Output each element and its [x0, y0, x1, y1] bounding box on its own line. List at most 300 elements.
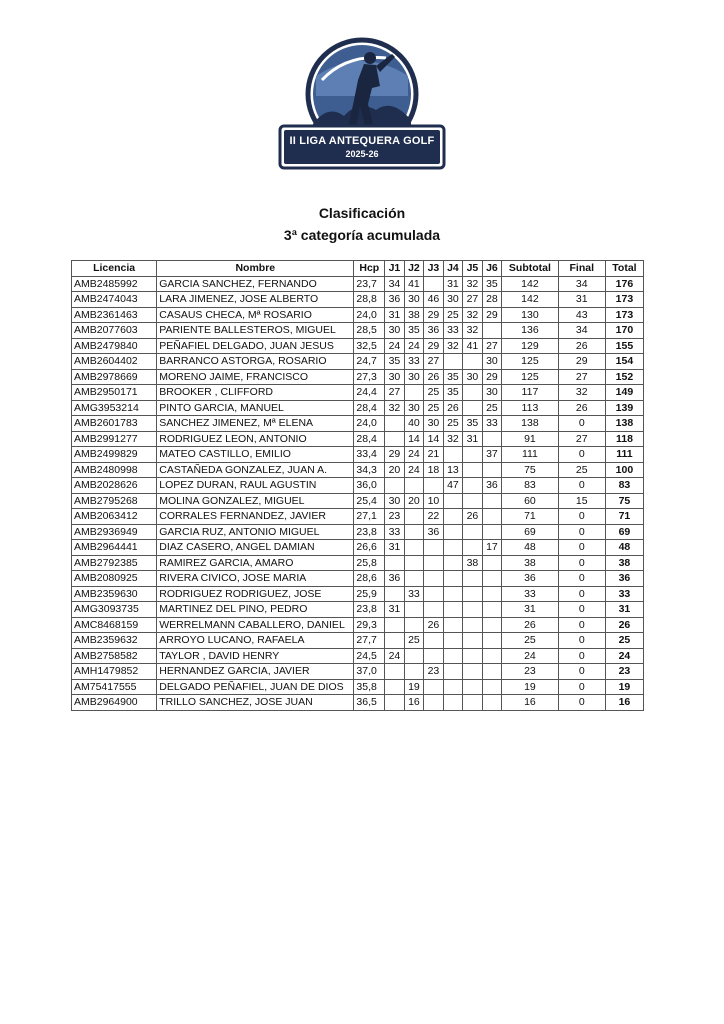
cell-final: 0 [558, 447, 605, 463]
cell-j1 [385, 586, 405, 602]
cell-nombre: SANCHEZ JIMENEZ, Mª ELENA [157, 416, 354, 432]
column-header-licencia: Licencia [72, 261, 157, 277]
table-header-row [72, 261, 644, 277]
cell-j1: 20 [385, 462, 405, 478]
cell-j1: 30 [385, 493, 405, 509]
cell-j5 [463, 586, 483, 602]
cell-j2 [404, 509, 424, 525]
cell-total: 25 [605, 633, 643, 649]
cell-total: 26 [605, 617, 643, 633]
cell-j4 [443, 555, 463, 571]
cell-total: 176 [605, 276, 643, 292]
cell-subtotal: 117 [502, 385, 558, 401]
cell-j3: 36 [424, 323, 444, 339]
cell-j6 [482, 679, 502, 695]
cell-final: 0 [558, 602, 605, 618]
cell-j6 [482, 431, 502, 447]
table-row [72, 509, 644, 525]
cell-j3: 46 [424, 292, 444, 308]
cell-final: 0 [558, 695, 605, 711]
cell-j4 [443, 354, 463, 370]
table-row [72, 307, 644, 323]
cell-licencia: AMB2601783 [72, 416, 157, 432]
table-row [72, 462, 644, 478]
table-row [72, 602, 644, 618]
cell-j2: 24 [404, 338, 424, 354]
cell-j1: 30 [385, 369, 405, 385]
cell-j2: 24 [404, 462, 424, 478]
cell-j5 [463, 602, 483, 618]
cell-j2: 30 [404, 400, 424, 416]
cell-subtotal: 125 [502, 369, 558, 385]
cell-hcp: 34,3 [354, 462, 385, 478]
cell-j5: 32 [463, 276, 483, 292]
cell-total: 69 [605, 524, 643, 540]
table-row [72, 493, 644, 509]
cell-j2 [404, 385, 424, 401]
cell-hcp: 24,5 [354, 648, 385, 664]
cell-nombre: MORENO JAIME, FRANCISCO [157, 369, 354, 385]
cell-final: 32 [558, 385, 605, 401]
cell-nombre: BROOKER , CLIFFORD [157, 385, 354, 401]
cell-j1: 31 [385, 307, 405, 323]
cell-licencia: AMB2028626 [72, 478, 157, 494]
cell-j5 [463, 695, 483, 711]
cell-j2 [404, 555, 424, 571]
table-row [72, 555, 644, 571]
cell-j6 [482, 493, 502, 509]
cell-j3 [424, 695, 444, 711]
cell-j6: 27 [482, 338, 502, 354]
cell-nombre: DELGADO PEÑAFIEL, JUAN DE DIOS [157, 679, 354, 695]
cell-licencia: AMB2964900 [72, 695, 157, 711]
cell-j3 [424, 602, 444, 618]
cell-subtotal: 125 [502, 354, 558, 370]
cell-j2: 30 [404, 369, 424, 385]
cell-final: 0 [558, 524, 605, 540]
cell-total: 152 [605, 369, 643, 385]
cell-subtotal: 23 [502, 664, 558, 680]
cell-nombre: RAMIREZ GARCIA, AMARO [157, 555, 354, 571]
cell-j2 [404, 617, 424, 633]
cell-j4 [443, 571, 463, 587]
cell-j6 [482, 462, 502, 478]
cell-final: 0 [558, 509, 605, 525]
cell-j2 [404, 648, 424, 664]
table-row [72, 586, 644, 602]
cell-j4 [443, 509, 463, 525]
cell-licencia: AMB2077603 [72, 323, 157, 339]
cell-hcp: 29,3 [354, 617, 385, 633]
cell-j1: 31 [385, 602, 405, 618]
cell-hcp: 24,0 [354, 307, 385, 323]
cell-total: 71 [605, 509, 643, 525]
cell-final: 0 [558, 478, 605, 494]
cell-j5 [463, 400, 483, 416]
column-header-final: Final [558, 261, 605, 277]
table-row [72, 664, 644, 680]
cell-j1 [385, 416, 405, 432]
cell-final: 0 [558, 664, 605, 680]
page-subtitle: 3ª categoría acumulada [283, 227, 441, 243]
cell-nombre: CASTAÑEDA GONZALEZ, JUAN A. [157, 462, 354, 478]
cell-j1 [385, 695, 405, 711]
cell-final: 31 [558, 292, 605, 308]
cell-hcp: 24,0 [354, 416, 385, 432]
cell-licencia: AMB2063412 [72, 509, 157, 525]
cell-j4: 47 [443, 478, 463, 494]
cell-j6: 29 [482, 307, 502, 323]
cell-j5: 38 [463, 555, 483, 571]
cell-j2 [404, 664, 424, 680]
cell-j2: 38 [404, 307, 424, 323]
cell-licencia: AMB2359630 [72, 586, 157, 602]
cell-hcp: 28,6 [354, 571, 385, 587]
cell-j1: 24 [385, 648, 405, 664]
cell-licencia: AMG3093735 [72, 602, 157, 618]
cell-hcp: 28,5 [354, 323, 385, 339]
table-row [72, 431, 644, 447]
cell-j5: 41 [463, 338, 483, 354]
cell-total: 19 [605, 679, 643, 695]
cell-j5: 26 [463, 509, 483, 525]
cell-j4 [443, 633, 463, 649]
cell-licencia: AMB2479840 [72, 338, 157, 354]
cell-j6: 29 [482, 369, 502, 385]
table-row [72, 292, 644, 308]
cell-j3: 29 [424, 338, 444, 354]
cell-j5 [463, 524, 483, 540]
cell-licencia: AMB2485992 [72, 276, 157, 292]
column-header-j6: J6 [482, 261, 502, 277]
cell-total: 155 [605, 338, 643, 354]
cell-j2 [404, 602, 424, 618]
cell-j3: 25 [424, 400, 444, 416]
league-logo [276, 36, 448, 172]
cell-j3: 10 [424, 493, 444, 509]
cell-j6: 33 [482, 416, 502, 432]
cell-subtotal: 16 [502, 695, 558, 711]
cell-j5 [463, 447, 483, 463]
cell-j3 [424, 679, 444, 695]
cell-nombre: CASAUS CHECA, Mª ROSARIO [157, 307, 354, 323]
cell-total: 31 [605, 602, 643, 618]
cell-hcp: 23,8 [354, 602, 385, 618]
cell-nombre: GARCIA RUZ, ANTONIO MIGUEL [157, 524, 354, 540]
cell-total: 24 [605, 648, 643, 664]
cell-hcp: 36,0 [354, 478, 385, 494]
cell-j3: 30 [424, 416, 444, 432]
cell-total: 149 [605, 385, 643, 401]
cell-j4: 35 [443, 369, 463, 385]
cell-total: 138 [605, 416, 643, 432]
cell-j4: 13 [443, 462, 463, 478]
cell-j4 [443, 648, 463, 664]
cell-subtotal: 31 [502, 602, 558, 618]
cell-licencia: AMB2964441 [72, 540, 157, 556]
cell-j2: 25 [404, 633, 424, 649]
cell-j1: 32 [385, 400, 405, 416]
cell-total: 75 [605, 493, 643, 509]
cell-j6: 17 [482, 540, 502, 556]
cell-hcp: 25,8 [354, 555, 385, 571]
cell-j6 [482, 648, 502, 664]
cell-j2 [404, 478, 424, 494]
page-title: Clasificación [318, 205, 406, 221]
cell-final: 27 [558, 431, 605, 447]
cell-j2 [404, 571, 424, 587]
cell-final: 0 [558, 586, 605, 602]
cell-hcp: 26,6 [354, 540, 385, 556]
table-row [72, 276, 644, 292]
cell-j1: 35 [385, 354, 405, 370]
cell-j6: 30 [482, 354, 502, 370]
cell-licencia: AMB2978669 [72, 369, 157, 385]
column-header-hcp: Hcp [354, 261, 385, 277]
cell-total: 83 [605, 478, 643, 494]
cell-j1 [385, 555, 405, 571]
cell-subtotal: 113 [502, 400, 558, 416]
cell-nombre: PARIENTE BALLESTEROS, MIGUEL [157, 323, 354, 339]
table-row [72, 369, 644, 385]
cell-j2 [404, 524, 424, 540]
standings-table [71, 260, 644, 711]
cell-j4: 32 [443, 431, 463, 447]
cell-j2: 30 [404, 292, 424, 308]
cell-nombre: GARCIA SANCHEZ, FERNANDO [157, 276, 354, 292]
cell-j3: 21 [424, 447, 444, 463]
table-row [72, 540, 644, 556]
cell-subtotal: 83 [502, 478, 558, 494]
cell-nombre: CORRALES FERNANDEZ, JAVIER [157, 509, 354, 525]
cell-j6 [482, 323, 502, 339]
table-row [72, 571, 644, 587]
cell-j1: 23 [385, 509, 405, 525]
cell-final: 0 [558, 540, 605, 556]
cell-j2: 33 [404, 586, 424, 602]
cell-licencia: AMB2991277 [72, 431, 157, 447]
cell-final: 27 [558, 369, 605, 385]
cell-hcp: 27,7 [354, 633, 385, 649]
cell-j5 [463, 617, 483, 633]
cell-j3: 26 [424, 369, 444, 385]
cell-j3 [424, 540, 444, 556]
cell-licencia: AMB2480998 [72, 462, 157, 478]
cell-total: 173 [605, 292, 643, 308]
cell-j2 [404, 540, 424, 556]
cell-j4 [443, 664, 463, 680]
cell-hcp: 28,4 [354, 431, 385, 447]
cell-subtotal: 24 [502, 648, 558, 664]
table-row [72, 633, 644, 649]
cell-j6: 28 [482, 292, 502, 308]
cell-j1: 29 [385, 447, 405, 463]
cell-total: 23 [605, 664, 643, 680]
cell-subtotal: 26 [502, 617, 558, 633]
cell-hcp: 25,4 [354, 493, 385, 509]
cell-nombre: MATEO CASTILLO, EMILIO [157, 447, 354, 463]
cell-licencia: AMB2499829 [72, 447, 157, 463]
cell-j3 [424, 555, 444, 571]
cell-j3 [424, 478, 444, 494]
column-header-j2: J2 [404, 261, 424, 277]
cell-licencia: AMB2758582 [72, 648, 157, 664]
cell-j1 [385, 664, 405, 680]
cell-j1: 31 [385, 540, 405, 556]
cell-j6 [482, 695, 502, 711]
cell-j1: 30 [385, 323, 405, 339]
table-row [72, 617, 644, 633]
cell-j2: 41 [404, 276, 424, 292]
cell-subtotal: 19 [502, 679, 558, 695]
cell-j1: 33 [385, 524, 405, 540]
cell-nombre: RIVERA CIVICO, JOSE MARIA [157, 571, 354, 587]
table-row [72, 648, 644, 664]
cell-j5 [463, 571, 483, 587]
cell-j4: 30 [443, 292, 463, 308]
cell-j2: 14 [404, 431, 424, 447]
cell-total: 36 [605, 571, 643, 587]
cell-licencia: AMB2936949 [72, 524, 157, 540]
cell-j3: 26 [424, 617, 444, 633]
cell-j5 [463, 354, 483, 370]
cell-j4 [443, 679, 463, 695]
table-row [72, 385, 644, 401]
cell-licencia: AMB2361463 [72, 307, 157, 323]
cell-j5 [463, 493, 483, 509]
cell-total: 48 [605, 540, 643, 556]
table-row [72, 400, 644, 416]
cell-nombre: MOLINA GONZALEZ, MIGUEL [157, 493, 354, 509]
cell-licencia: AMB2359632 [72, 633, 157, 649]
cell-hcp: 24,4 [354, 385, 385, 401]
cell-j4: 31 [443, 276, 463, 292]
cell-j4: 35 [443, 385, 463, 401]
cell-final: 0 [558, 555, 605, 571]
cell-j4 [443, 540, 463, 556]
cell-j2: 20 [404, 493, 424, 509]
cell-licencia: AMG3953214 [72, 400, 157, 416]
cell-licencia: AMC8468159 [72, 617, 157, 633]
cell-final: 25 [558, 462, 605, 478]
cell-subtotal: 111 [502, 447, 558, 463]
cell-subtotal: 91 [502, 431, 558, 447]
cell-j1: 24 [385, 338, 405, 354]
column-header-j1: J1 [385, 261, 405, 277]
cell-j1: 34 [385, 276, 405, 292]
cell-licencia: AMB2950171 [72, 385, 157, 401]
cell-total: 111 [605, 447, 643, 463]
cell-j3 [424, 571, 444, 587]
cell-subtotal: 138 [502, 416, 558, 432]
table-row [72, 323, 644, 339]
cell-j5 [463, 664, 483, 680]
cell-nombre: TAYLOR , DAVID HENRY [157, 648, 354, 664]
cell-j5 [463, 540, 483, 556]
cell-subtotal: 48 [502, 540, 558, 556]
cell-subtotal: 69 [502, 524, 558, 540]
cell-j4 [443, 524, 463, 540]
cell-j1 [385, 633, 405, 649]
cell-j5 [463, 462, 483, 478]
logo-banner [276, 128, 448, 168]
cell-licencia: AMB2795268 [72, 493, 157, 509]
cell-hcp: 36,5 [354, 695, 385, 711]
cell-hcp: 23,7 [354, 276, 385, 292]
cell-j3: 14 [424, 431, 444, 447]
cell-final: 34 [558, 323, 605, 339]
cell-licencia: AMH1479852 [72, 664, 157, 680]
cell-licencia: AMB2474043 [72, 292, 157, 308]
cell-licencia: AMB2080925 [72, 571, 157, 587]
cell-nombre: ARROYO LUCANO, RAFAELA [157, 633, 354, 649]
column-header-subtotal: Subtotal [502, 261, 558, 277]
cell-j4 [443, 602, 463, 618]
table-row [72, 695, 644, 711]
cell-j2: 24 [404, 447, 424, 463]
cell-final: 0 [558, 416, 605, 432]
cell-j6 [482, 524, 502, 540]
cell-j2: 16 [404, 695, 424, 711]
cell-nombre: MARTINEZ DEL PINO, PEDRO [157, 602, 354, 618]
cell-final: 0 [558, 679, 605, 695]
cell-final: 15 [558, 493, 605, 509]
cell-nombre: BARRANCO ASTORGA, ROSARIO [157, 354, 354, 370]
cell-final: 0 [558, 648, 605, 664]
cell-j3: 22 [424, 509, 444, 525]
cell-j5: 31 [463, 431, 483, 447]
cell-j3 [424, 586, 444, 602]
cell-j3: 25 [424, 385, 444, 401]
table-body [72, 276, 644, 710]
cell-j6 [482, 633, 502, 649]
cell-j3: 18 [424, 462, 444, 478]
cell-j6: 37 [482, 447, 502, 463]
table-row [72, 416, 644, 432]
cell-nombre: DIAZ CASERO, ANGEL DAMIAN [157, 540, 354, 556]
cell-final: 43 [558, 307, 605, 323]
cell-subtotal: 75 [502, 462, 558, 478]
cell-j6 [482, 571, 502, 587]
cell-j4 [443, 617, 463, 633]
cell-j4 [443, 447, 463, 463]
table-row [72, 354, 644, 370]
cell-total: 173 [605, 307, 643, 323]
cell-j4 [443, 695, 463, 711]
cell-j5: 27 [463, 292, 483, 308]
cell-j3 [424, 276, 444, 292]
cell-j5 [463, 679, 483, 695]
cell-j5: 30 [463, 369, 483, 385]
table-row [72, 679, 644, 695]
cell-j1 [385, 478, 405, 494]
cell-nombre: RODRIGUEZ RODRIGUEZ, JOSE [157, 586, 354, 602]
cell-subtotal: 36 [502, 571, 558, 587]
table-row [72, 478, 644, 494]
cell-nombre: HERNANDEZ GARCIA, JAVIER [157, 664, 354, 680]
cell-hcp: 23,8 [354, 524, 385, 540]
cell-j5: 35 [463, 416, 483, 432]
cell-total: 154 [605, 354, 643, 370]
cell-hcp: 32,5 [354, 338, 385, 354]
cell-j6: 36 [482, 478, 502, 494]
cell-hcp: 25,9 [354, 586, 385, 602]
cell-j3 [424, 648, 444, 664]
cell-final: 34 [558, 276, 605, 292]
cell-total: 38 [605, 555, 643, 571]
cell-nombre: LARA JIMENEZ, JOSE ALBERTO [157, 292, 354, 308]
cell-j6 [482, 555, 502, 571]
